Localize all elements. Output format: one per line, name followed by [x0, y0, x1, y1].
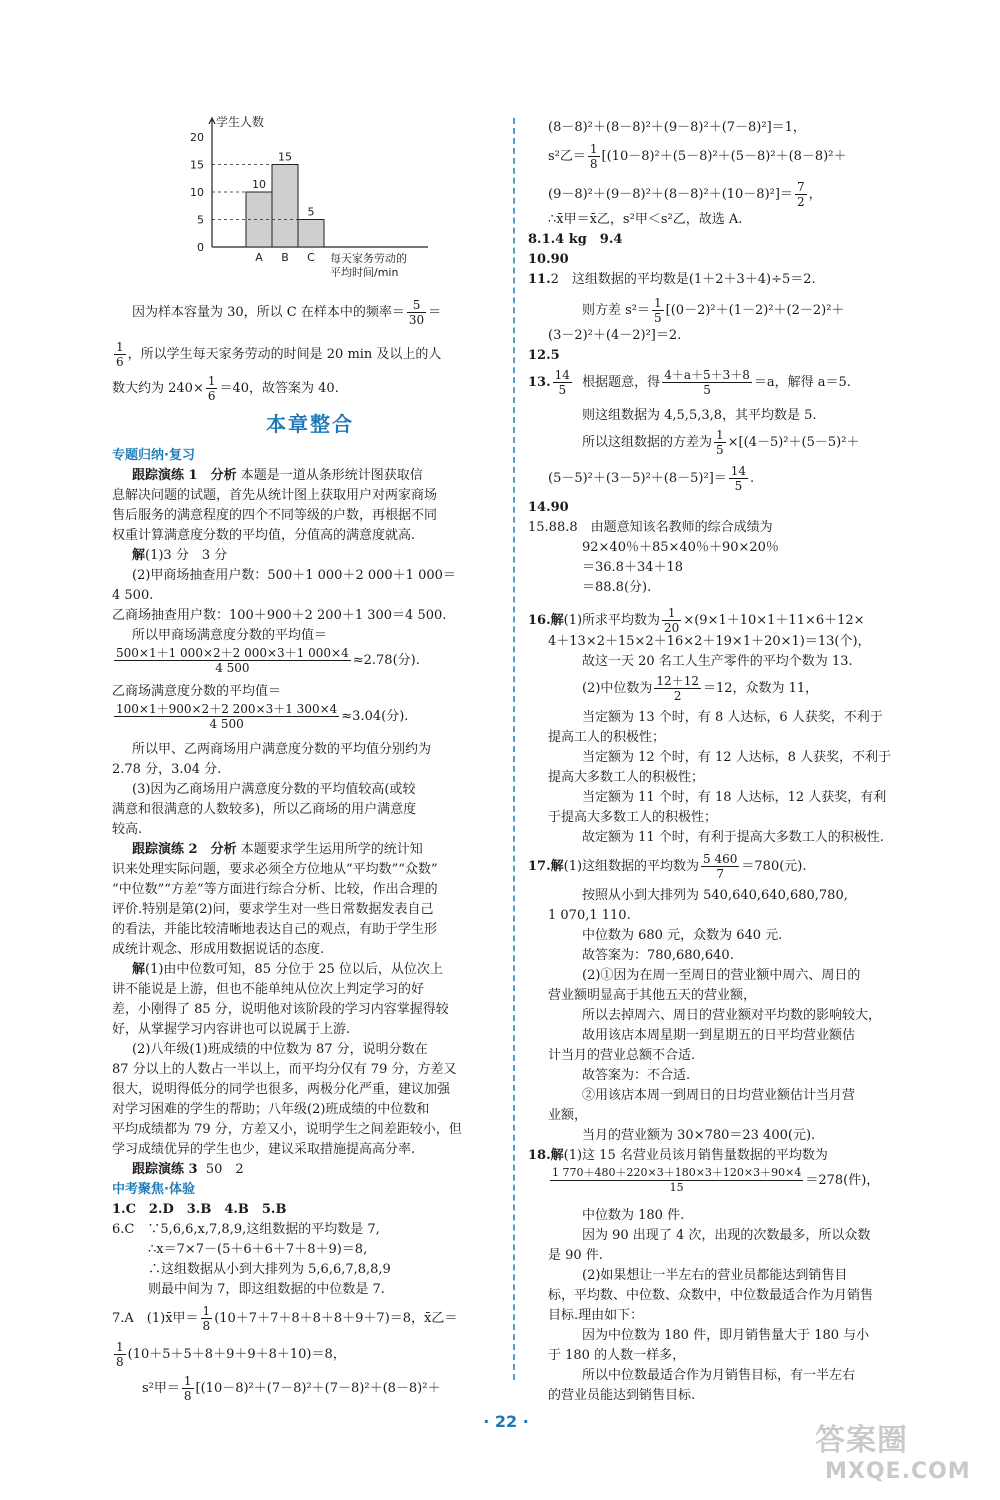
text-line: 则最中间为 7，即这组数据的中位数是 7. [148, 1282, 385, 1297]
text-line: 92×40％＋85×40％＋90×20％ [582, 540, 779, 555]
text-line: 当定额为 13 个时，有 8 人达标，6 人获奖，不利于 [582, 710, 883, 725]
text-line: 按照从小到大排列为 540,640,640,680,780, [582, 888, 848, 903]
y-tick-label: 20 [190, 131, 204, 144]
fraction: $\frac{1}{6}$ [207, 374, 216, 403]
text-line: 所以中位数最适合作为月销售目标，有一半左右 [582, 1368, 856, 1383]
page-number: · 22 · [483, 1412, 529, 1431]
text-line: 因为样本容量为 30，所以 C 在样本中的频率＝ $\frac{5}{30}$ ＝ [132, 298, 442, 327]
text-line: 讲不能说是上游，但也不能单纯从位次上判定学习的好 [112, 982, 425, 997]
text-line: (2)中位数为 $\frac{12+12}{2}$ ＝12，众数为 11， [582, 674, 819, 703]
fraction: $\frac{4+a+5+3+8}{5}$ [664, 368, 750, 397]
text-line: ∴x＝7×7－(5＋6＋6＋7＋8＋9)＝8, [148, 1242, 368, 1257]
text-line: (8－8)²＋(8－8)²＋(9－8)²＋(7－8)²]＝1， [548, 120, 806, 135]
text-line: 13. $\frac{14}{5}$ 根据题意，得 $\frac{4+a+5+3+8}{5}$ ＝a，解得 a＝5. [528, 368, 851, 397]
text-line: $\frac{1 770+480+220\times 3+180\times 3+120\times 3+90\times 4}{15}$ ＝278(件)， [552, 1166, 880, 1194]
text-line: (2)八年级(1)班成绩的中位数为 87 分，说明分数在 [132, 1042, 428, 1057]
text-line: 中位数为 180 件. [582, 1208, 685, 1223]
text-line: 满意和很满意的人数较多)，所以乙商场的用户满意度 [112, 802, 417, 817]
text-line: 业额， [548, 1108, 588, 1123]
text-line: 息解决问题的试题，首先从统计图上获取用户对两家商场 [112, 488, 438, 503]
text-line: 所以去掉周六、周日的营业额对平均数的影响较大， [582, 1008, 882, 1023]
text-line: “中位数”“方差”等方面进行综合分析、比较，作出合理的 [112, 882, 438, 897]
text-line: 较高. [112, 822, 143, 837]
chapter-title: 本章整合 [266, 412, 354, 436]
text-line: 乙商场满意度分数的平均值＝ [112, 684, 282, 699]
text-line: $\frac{1}{8}$ (10＋5＋5＋8＋9＋9＋8＋10)＝8， [116, 1340, 346, 1369]
text-line: ②用该店本周一到周日的日均营业额估计当月营 [582, 1088, 856, 1103]
text-line: 8.1.4 kg 9.4 [528, 232, 623, 247]
text-line: 则方差 s²＝ $\frac{1}{5}$ [(0－2)²＋(1－2)²＋(2－2)²＋ [582, 296, 845, 325]
text-line: 对学习困难的学生的帮助；八年级(2)班成绩的中位数和 [112, 1102, 430, 1117]
text-line: (3)因为乙商场用户满意度分数的平均值较高(或较 [132, 782, 416, 797]
text-line: 识来处理实际问题，要求必须全方位地从“平均数”“众数” [112, 862, 438, 877]
x-tick-label: A [255, 251, 263, 264]
text-line: 是 90 件. [548, 1248, 603, 1263]
x-axis-label: 平均时间/min [330, 266, 399, 277]
text-line: 6.C ∵5,6,6,x,7,8,9,这组数据的平均数是 7, [112, 1222, 380, 1237]
text-line: 因为 90 出现了 4 次，出现的次数最多，所以众数 [582, 1228, 871, 1243]
text-line: (5－5)²＋(3－5)²＋(8－5)²]＝ $\frac{14}{5}$ . [548, 464, 755, 493]
bar [272, 165, 298, 248]
watermark-logo: 答案圈 MXQE.COM [815, 1423, 971, 1484]
text-line: 故这一天 20 名工人生产零件的平均个数为 13. [582, 654, 853, 669]
text-line: 乙商场抽查用户数：100＋900＋2 200＋1 300＝4 500. [112, 608, 447, 623]
text-line: 成统计观念、形成用数据说话的态度. [112, 942, 325, 957]
text-line: 16.解(1)所求平均数为 $\frac{1}{20}$ ×(9×1＋10×1＋11×6＋12× [528, 606, 865, 635]
column-divider [513, 118, 515, 1380]
fraction: $\frac{1}{20}$ [664, 606, 680, 635]
text-line: 所以甲、乙两商场用户满意度分数的平均值分别约为 [132, 742, 432, 757]
fraction: $\frac{1}{8}$ [202, 1304, 211, 1333]
fraction: $\frac{1}{8}$ [116, 1340, 124, 1369]
y-tick-label: 10 [190, 186, 204, 199]
text-line: 于 180 的人数一样多， [548, 1348, 686, 1363]
text-line: 10.90 [528, 252, 569, 267]
fraction: $\frac{500\times 1+1 000\times 2+2 000\times 3+1 000\times 4}{4 500}$ [116, 646, 349, 675]
fraction: $\frac{5}{30}$ [408, 298, 425, 327]
text-line: 故答案为：780,680,640. [582, 948, 734, 963]
fraction: $\frac{1}{5}$ [716, 428, 724, 457]
text-line: 解(1)由中位数可知，85 分位于 25 位以后，从位次上 [132, 962, 443, 977]
text-line: 计当月的营业总额不合适. [548, 1048, 696, 1063]
text-line: 1.C 2.D 3.B 4.B 5.B [112, 1202, 287, 1217]
text-line: $\frac{500\times 1+1 000\times 2+2 000\times 3+1 000\times 4}{4 500}$ ≈2.78(分). [116, 646, 420, 675]
text-line: s²乙＝ $\frac{1}{8}$ [(10－8)²＋(5－8)²＋(5－8)²＋(8－8)²＋ [548, 142, 847, 171]
text-line: 平均成绩都为 79 分，方差又小，说明学生之间差距较小，但 [112, 1122, 462, 1137]
text-line: 很大，说明得低分的同学也很多，两极分化严重，建议加强 [112, 1082, 451, 1097]
y-axis-label: 学生人数 [216, 115, 265, 129]
text-line: (9－8)²＋(9－8)²＋(8－8)²＋(10－8)²]＝ $\frac{7}{2}$ ， [548, 180, 822, 209]
text-line: 12.5 [528, 348, 560, 363]
text-line: 提高大多数工人的积极性； [548, 770, 705, 785]
text-line: ＝88.8(分). [582, 580, 652, 595]
fraction: $\frac{5 460}{7}$ [703, 852, 738, 881]
text-line: ∴x̄甲＝x̄乙，s²甲＜s²乙，故选 A. [548, 212, 743, 227]
x-tick-label: B [281, 251, 289, 264]
text-line: 当月的营业额为 30×780＝23 400(元). [582, 1128, 816, 1143]
text-line: 于提高大多数工人的积极性； [548, 810, 718, 825]
text-line: (3－2)²＋(4－2)²]＝2. [548, 328, 682, 343]
text-line: (2)①因为在周一至周日的营业额中周六、周日的 [582, 968, 861, 983]
text-line: 中位数为 680 元，众数为 640 元. [582, 928, 783, 943]
fraction: $\frac{14}{5}$ [730, 464, 747, 493]
fraction: $\frac{100\times 1+900\times 2+2 200\times 3+1 300\times 4}{4 500}$ [116, 702, 338, 731]
text-line: $\frac{100\times 1+900\times 2+2 200\times 3+1 300\times 4}{4 500}$ ≈3.04(分). [116, 702, 409, 731]
text-line: 的看法，并能比较清晰地表达自己的观点，有助于学生形 [112, 922, 438, 937]
y-tick-label: 0 [197, 241, 204, 254]
text-line: 评价.特别是第(2)问，要求学生对一些日常数据发表自己 [112, 902, 434, 917]
fraction: $\frac{14}{5}$ [554, 368, 570, 397]
text-line: ∴这组数据从小到大排列为 5,6,6,7,8,8,9 [148, 1262, 391, 1277]
fraction: $\frac{1 770+480+220\times 3+180\times 3+120\times 3+90\times 4}{15}$ [552, 1166, 802, 1194]
text-line: 所以这组数据的方差为 $\frac{1}{5}$ ×[(4－5)²＋(5－5)²＋ [582, 428, 860, 457]
fraction: $\frac{1}{6}$ [116, 340, 124, 369]
fraction: $\frac{1}{8}$ [589, 142, 598, 171]
text-line: 故答案为：不合适. [582, 1068, 691, 1083]
text-line: 跟踪演练 3 50 2 [132, 1162, 244, 1177]
text-line: 跟踪演练 2 分析 本题要求学生运用所学的统计知 [132, 842, 423, 857]
bar [298, 220, 324, 248]
x-axis-label: 每天家务劳动的 [330, 252, 407, 265]
text-line: 17.解(1)这组数据的平均数为 $\frac{5 460}{7}$ ＝780(元). [528, 852, 807, 881]
y-tick-label: 15 [190, 158, 204, 172]
text-line: 4 500. [112, 588, 154, 603]
text-line: 标，平均数、中位数、众数中，中位数最适合作为月销售 [548, 1288, 874, 1303]
text-line: 15.88.8 由题意知该名教师的综合成绩为 [528, 520, 773, 535]
text-line: 因为中位数为 180 件，即月销售量大于 180 与小 [582, 1328, 870, 1343]
text-line: (2)如果想让一半左右的营业员都能达到销售目 [582, 1268, 848, 1283]
text-line: 数大约为 240× $\frac{1}{6}$ ＝40，故答案为 40. [112, 374, 339, 403]
text-line: ＝36.8＋34＋18 [582, 560, 684, 575]
text-line: 目标.理由如下： [548, 1308, 644, 1323]
fraction: $\frac{1}{8}$ [183, 1374, 192, 1403]
text-line: 差，小刚得了 85 分，说明他对该阶段的学习内容掌握得较 [112, 1002, 449, 1017]
text-line: 营业额明显高于其他五天的营业额， [548, 988, 757, 1003]
text-line: 学习成绩优异的学生也少，建议采取措施提高高分率. [112, 1142, 416, 1157]
text-line: 1 070,1 110. [548, 908, 631, 923]
text-line: 当定额为 12 个时，有 12 人达标，8 人获奖，不利于 [582, 750, 892, 765]
y-tick-label: 5 [197, 213, 204, 227]
bar-value-label: 15 [278, 150, 292, 164]
text-line: 故定额为 11 个时，有利于提高大多数工人的积极性. [582, 830, 884, 845]
text-line: 则这组数据为 4,5,5,3,8，其平均数是 5. [582, 408, 817, 423]
text-line: 提高工人的积极性； [548, 730, 666, 745]
text-line: 售后服务的满意程度的四个不同等级的户数，再根据不同 [112, 508, 438, 523]
fraction: $\frac{1}{5}$ [654, 296, 662, 325]
text-line: 解(1)3 分 3 分 [132, 548, 228, 563]
text-line: 18.解(1)这 15 名营业员该月销售量数据的平均数为 [528, 1148, 828, 1163]
text-line: (2)甲商场抽查用户数：500＋1 000＋2 000＋1 000＝ [132, 568, 456, 583]
fraction: $\frac{12+12}{2}$ [656, 674, 699, 703]
bar-chart [178, 112, 438, 277]
x-tick-label: C [307, 251, 315, 264]
text-line: 故用该店本周星期一到星期五的日平均营业额估 [582, 1028, 856, 1043]
text-line: 权重计算满意度分数的平均值，分值高的满意度就高. [112, 528, 416, 543]
text-line: $\frac{1}{6}$ ，所以学生每天家务劳动的时间是 20 min 及以上的人 [116, 340, 442, 369]
text-line: 跟踪演练 1 分析 本题是一道从条形统计图获取信 [132, 468, 423, 483]
text-line: 好，从掌握学习内容讲也可以说属于上游. [112, 1022, 351, 1037]
text-line: 所以甲商场满意度分数的平均值＝ [132, 628, 328, 643]
text-line: 14.90 [528, 500, 569, 515]
bar-value-label: 10 [252, 178, 266, 191]
section-heading: 专题归纳·复习 [112, 448, 195, 463]
text-line: 87 分以上的人数占一半以上，而平均分仅有 79 分，方差又 [112, 1062, 457, 1077]
text-line: 7.A (1)x̄甲＝ $\frac{1}{8}$ (10＋7＋7＋8＋8＋8＋9＋7)＝8，x̄乙＝ [112, 1304, 458, 1333]
text-line: s²甲＝ $\frac{1}{8}$ [(10－8)²＋(7－8)²＋(7－8)²＋(8－8)²＋ [142, 1374, 441, 1403]
fraction: $\frac{7}{2}$ [796, 180, 805, 209]
text-line: 2.78 分，3.04 分. [112, 762, 222, 777]
section-heading: 中考聚焦·体验 [112, 1182, 195, 1197]
text-line: 的营业员能达到销售目标. [548, 1388, 696, 1403]
text-line: 11.2 这组数据的平均数是(1＋2＋3＋4)÷5＝2. [528, 272, 816, 287]
bar-value-label: 5 [307, 205, 315, 219]
text-line: 当定额为 11 个时，有 18 人达标，12 人获奖，有利 [582, 790, 887, 805]
text-line: 4＋13×2＋15×2＋16×2＋19×1＋20×1)＝13(个)， [548, 634, 871, 649]
